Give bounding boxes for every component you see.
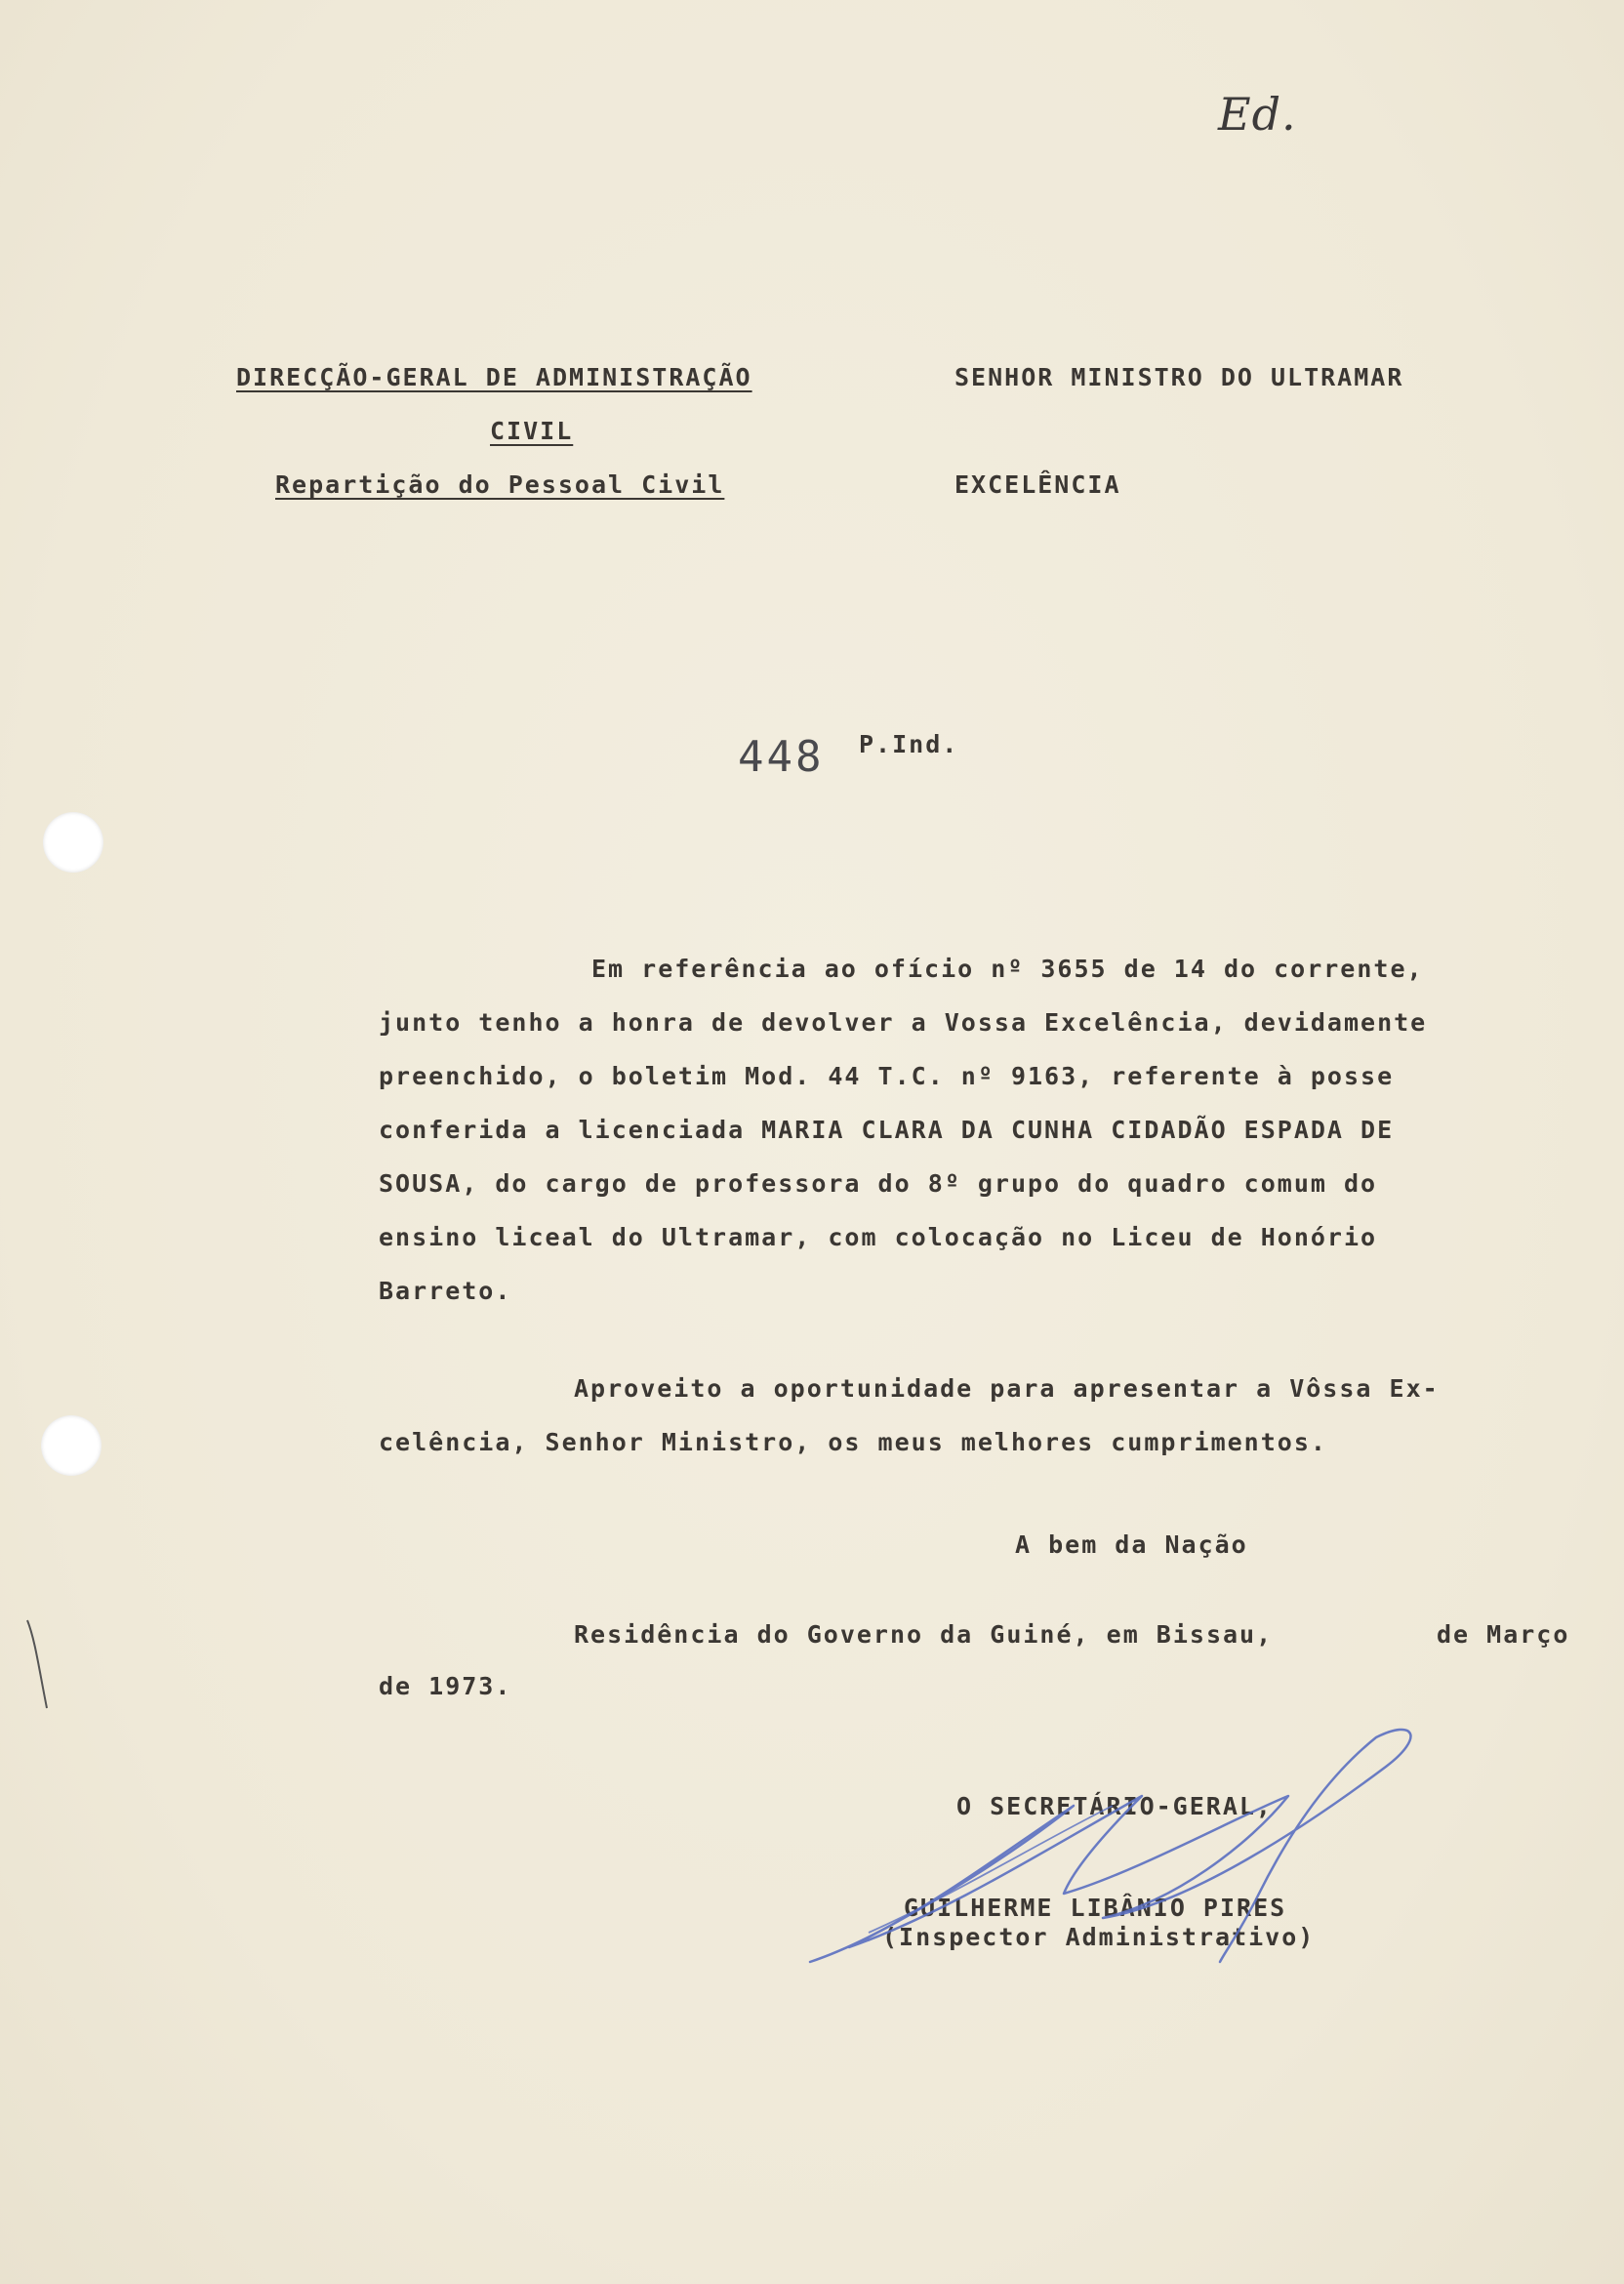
- body-line: conferida a licenciada MARIA CLARA DA CUNHA CIDADÃO ESPADA DE: [379, 1116, 1395, 1144]
- handwritten-annotation: Ed.: [1218, 88, 1297, 141]
- date-year: de 1973.: [379, 1672, 512, 1700]
- body-line: Aproveito a oportunidade para apresentar a Vôssa Ex-: [574, 1374, 1440, 1403]
- body-line: ensino liceal do Ultramar, com colocação no Liceu de Honório: [379, 1223, 1378, 1251]
- handwritten-signature: [781, 1698, 1464, 1972]
- body-line: Barreto.: [379, 1277, 512, 1305]
- body-line: preenchido, o boletim Mod. 44 T.C. nº 9163, referente à posse: [379, 1062, 1395, 1090]
- header-department: Repartição do Pessoal Civil: [275, 470, 725, 499]
- header-directorate: DIRECÇÃO-GERAL DE ADMINISTRAÇÃO: [236, 363, 752, 391]
- body-line: celência, Senhor Ministro, os meus melhores cumprimentos.: [379, 1428, 1327, 1456]
- body-line: SOUSA, do cargo de professora do 8º grupo do quadro comum do: [379, 1169, 1378, 1198]
- signatory-name: GUILHERME LIBÂNIO PIRES: [904, 1894, 1287, 1922]
- punch-hole-top: [43, 812, 103, 873]
- closing-formula: A bem da Nação: [1015, 1530, 1248, 1559]
- header-civil: CIVIL: [490, 417, 574, 445]
- reference-suffix: P.Ind.: [859, 730, 959, 758]
- addressee: SENHOR MINISTRO DO ULTRAMAR: [954, 363, 1404, 391]
- place-line: Residência do Governo da Guiné, em Bissau,: [574, 1620, 1274, 1649]
- body-line: junto tenho a honra de devolver a Vossa Excelência, devidamente: [379, 1008, 1428, 1037]
- punch-hole-bottom: [41, 1415, 102, 1476]
- body-line: Em referência ao ofício nº 3655 de 14 do corrente,: [591, 955, 1424, 983]
- salutation: EXCELÊNCIA: [954, 470, 1121, 499]
- signatory-role: (Inspector Administrativo): [882, 1923, 1316, 1951]
- reference-number: 448: [738, 732, 825, 782]
- signatory-title: O SECRETÁRIO-GERAL,: [956, 1792, 1273, 1820]
- date-month: de Março: [1437, 1620, 1570, 1649]
- margin-mark: [18, 1611, 57, 1718]
